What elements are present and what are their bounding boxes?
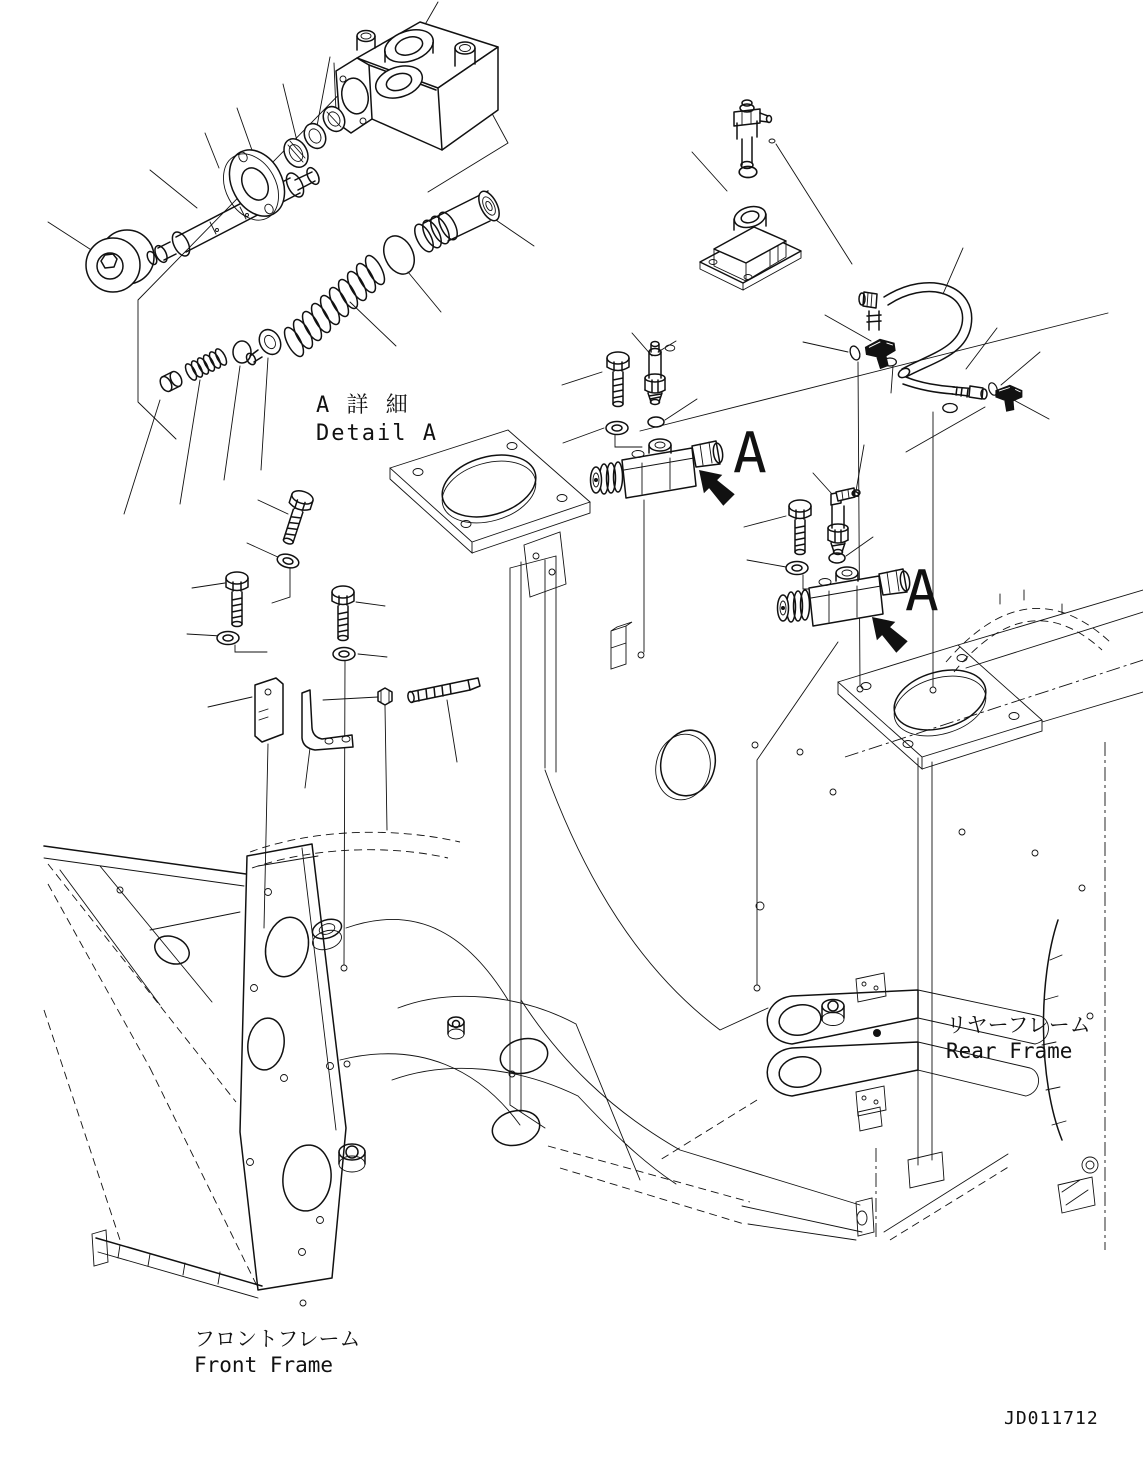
brake-valve-assembly-1 [562,333,724,652]
view-a-arrow-icon-2 [872,617,908,653]
valve2-washer [786,562,808,575]
washer-angled [276,552,301,570]
bolt-mid [332,586,354,641]
manifold-plug-o-ring [769,139,775,143]
spring-part [281,253,389,359]
valve1-bolt [607,352,629,407]
view-a-callout-2: A [905,559,939,624]
washer-left [217,632,239,645]
stud-bolt [407,678,480,703]
manifold-elbow-fitting [734,100,772,169]
mounting-hardware [187,488,480,965]
hose-o-ring-4 [943,404,957,413]
valve2-bolt [789,500,811,555]
front-frame-label-ja: フロントフレーム [194,1327,361,1351]
valve1-washer [606,422,628,435]
manifold-block-assembly [692,100,852,290]
front-frame-label-en: Front Frame [194,1353,334,1378]
hose-o-ring-1 [848,345,861,362]
detail-a-label-en: Detail A [316,420,438,446]
front-frame [44,832,676,1298]
nut [378,688,392,705]
valve2-body [778,567,911,626]
detail-a-exploded-view [48,2,534,514]
brake-valve-assembly-2 [744,445,911,985]
bolt-angled [277,488,315,547]
bolt-left [226,572,248,627]
tee-fitting-2 [995,385,1022,412]
detail-a-label-ja: A 詳 細 [316,393,410,418]
view-a-callout-1: A [733,421,767,486]
rear-frame-label-ja: リヤーフレーム [946,1013,1091,1037]
rear-frame-label-en: Rear Frame [946,1039,1073,1064]
o-ring-part [378,231,420,279]
valve1-o-ring [648,417,664,427]
clamp-block [255,678,283,742]
small-parts-row [158,326,285,394]
view-a-arrow-icon-1 [699,470,735,506]
drawing-number: JD011712 [1004,1408,1099,1429]
valve1-fitting-o-ring [665,345,675,351]
plug-part [411,188,503,254]
reference-points [117,652,1093,1306]
end-cap-part [86,230,154,292]
rear-frame-label [946,1012,1091,1065]
front-frame-label [194,1326,361,1379]
rear-frame [390,430,1143,1250]
valve2-elbow-fitting [828,488,861,555]
washer-mid [333,648,355,661]
detail-a-label [316,392,438,447]
valve-body-part [336,22,498,150]
hose-o-ring-2 [884,358,897,366]
